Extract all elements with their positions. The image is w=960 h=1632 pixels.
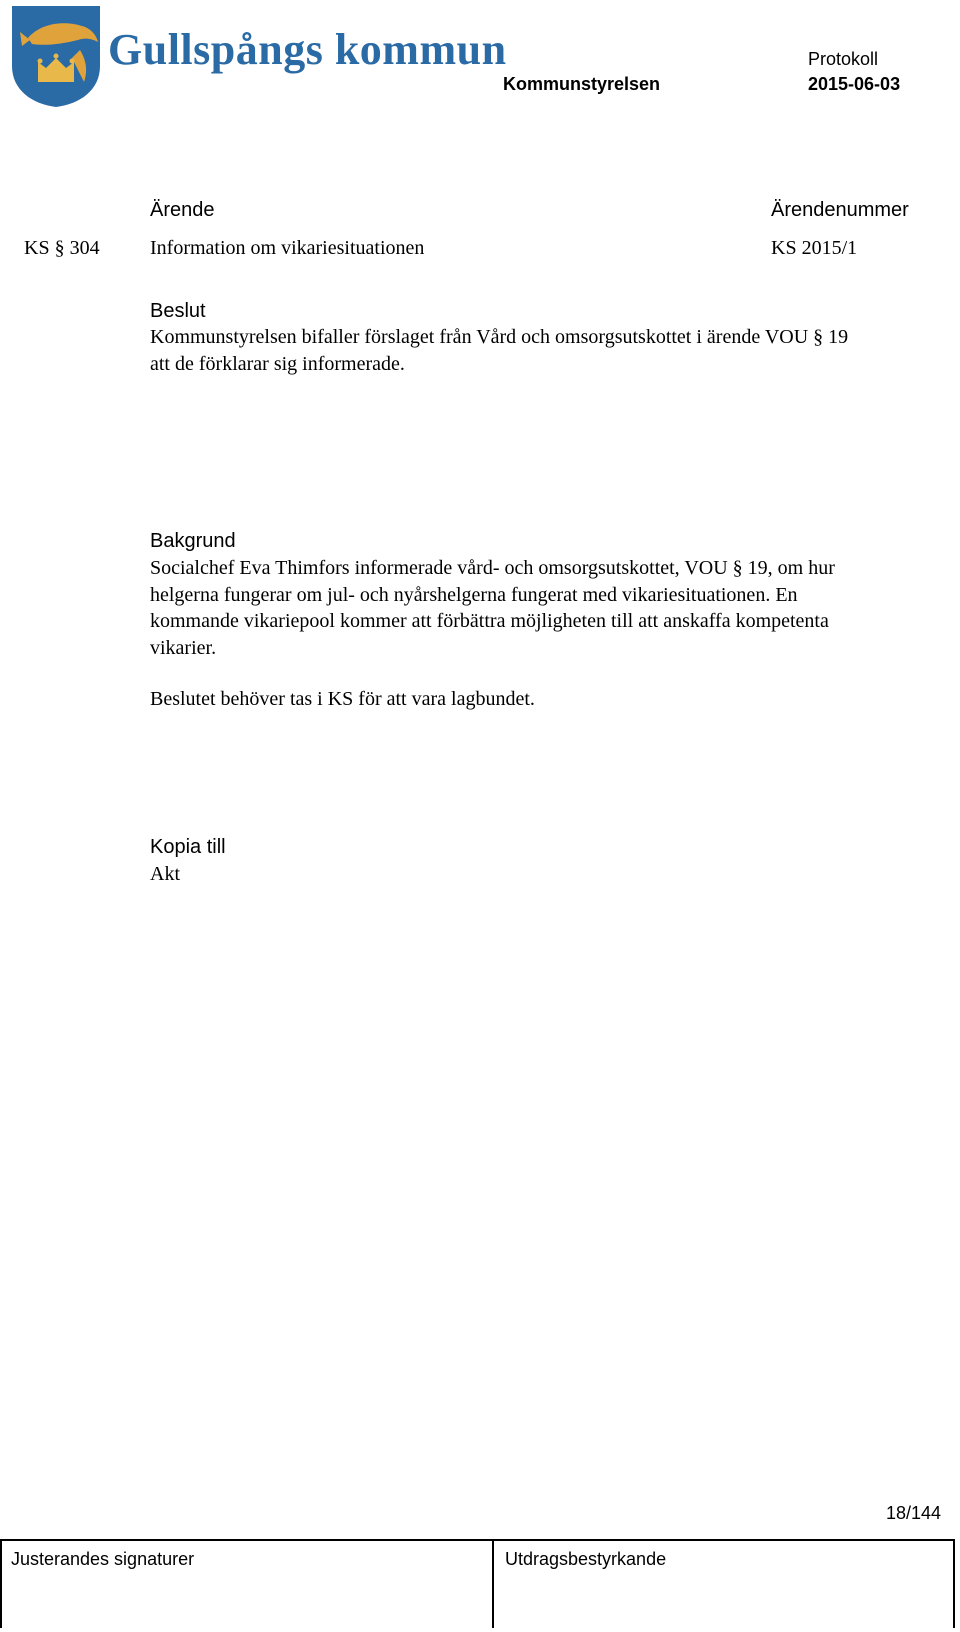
bakgrund-text bbox=[150, 555, 940, 661]
case-number: KS 2015/1 bbox=[771, 237, 858, 259]
signature-box bbox=[0, 1539, 955, 1628]
bakgrund-closing-text: Beslutet behöver tas i KS för att vara lagbundet. bbox=[150, 688, 535, 710]
beslut-line: att de förklarar sig informerade. bbox=[150, 352, 405, 375]
bakgrund-line: vikarier. bbox=[150, 636, 217, 659]
signatures-label: Justerandes signaturer bbox=[11, 1549, 195, 1569]
bakgrund-line: kommande vikariepool kommer att förbättra möjligheten till att anskaffa kompetenta bbox=[150, 610, 829, 632]
document-type: Protokoll bbox=[808, 49, 879, 69]
bakgrund-line: helgerna fungerar om jul- och nyårshelgerna fungerat med vikariesituationen. En bbox=[150, 583, 798, 606]
bakgrund-line: Socialchef Eva Thimfors informerade vård- och omsorgsutskottet, VOU § 19, om hur bbox=[150, 557, 835, 579]
extract-certification-label: Utdragsbestyrkande bbox=[505, 1549, 667, 1569]
arende-column-label: Ärende bbox=[150, 199, 215, 221]
committee-name: Kommunstyrelsen bbox=[503, 74, 661, 94]
beslut-text bbox=[150, 324, 940, 377]
arendenummer-column-label: Ärendenummer bbox=[771, 199, 909, 221]
kopia-heading: Kopia till bbox=[150, 836, 226, 858]
case-title: Information om vikariesituationen bbox=[150, 237, 425, 259]
municipal-coat-of-arms-icon bbox=[10, 4, 102, 108]
bakgrund-heading: Bakgrund bbox=[150, 530, 236, 552]
organization-name: Gullspångs kommun bbox=[108, 25, 507, 74]
meeting-date: 2015-06-03 bbox=[808, 74, 901, 94]
page-number: 18/144 bbox=[886, 1503, 942, 1523]
kopia-recipient: Akt bbox=[150, 863, 180, 885]
case-paragraph-number: KS § 304 bbox=[24, 237, 100, 259]
signature-divider bbox=[492, 1541, 494, 1628]
beslut-heading: Beslut bbox=[150, 300, 206, 322]
beslut-line: Kommunstyrelsen bifaller förslaget från Vård och omsorgsutskottet i ärende VOU § 19 bbox=[150, 326, 849, 348]
